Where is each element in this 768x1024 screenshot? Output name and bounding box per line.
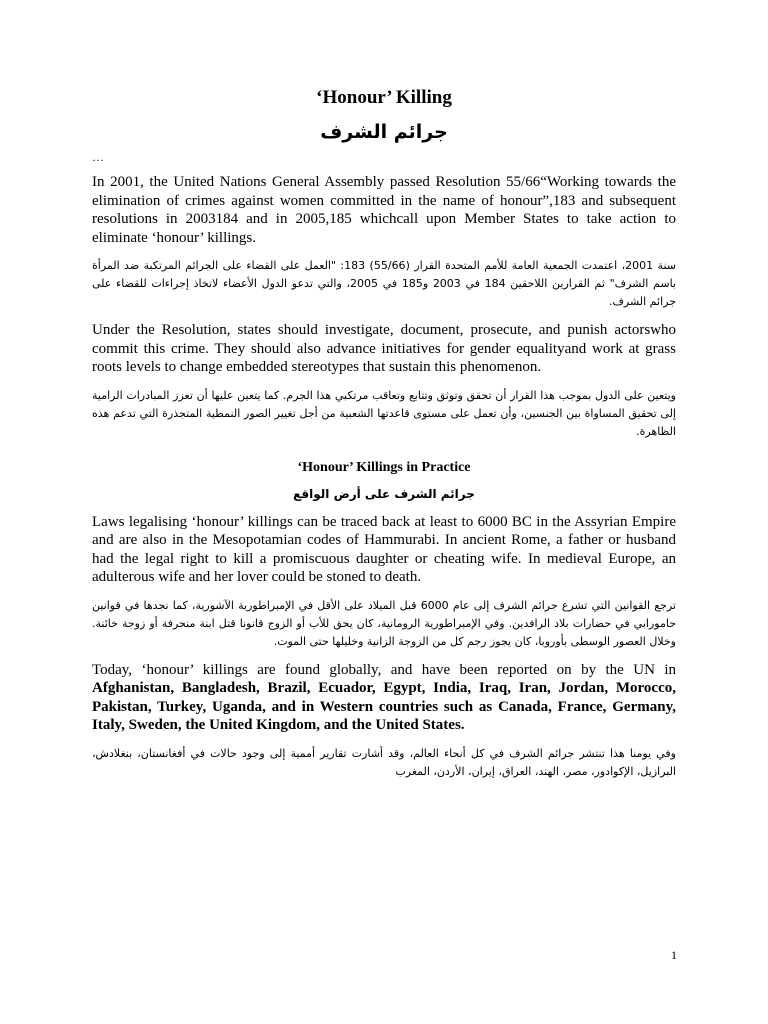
paragraph-resolution: In 2001, the United Nations General Assembly passed Resolution 55/66“Working towards the elimination of crimes against women committed in the name of honour”,183 and subsequent resolutions in 2003184 and in 2005,185 whichcall upon Member States to take action to eliminate ‘honour’ killings.: [92, 174, 676, 246]
paragraph-today: [92, 661, 676, 735]
paragraph-state-obligations-arabic: ويتعين على الدول بموجب هذا القرار أن تحقق وتوثق وتتابع وتعاقب مرتكبي هذا الجرم. كما يتعين عليها أن تعزز المبادرات الرامية إلى تحقيق المساواة بين الجنسين، وأن تعمل على مستوى قاعدتها الشعبية من أجل تغيير الصور النمطية المتجذرة التي تدعم هذه الظاهرة.: [92, 388, 676, 438]
paragraph-history: Laws legalising ‘honour’ killings can be traced back at least to 6000 BC in the Assyrian Empire and are also in the Mesopotamian codes of Hammurabi. In ancient Rome, a father or husband had the legal right to kill a promiscuous daughter or cheating wife. In medieval Europe, an adulterous wife and her lover could be stoned to death.: [92, 513, 676, 585]
document-title-arabic: جرائم الشرف: [320, 121, 448, 143]
paragraph-resolution-arabic: سنة 2001، اعتمدت الجمعية العامة للأمم المتحدة القرار (55/66) 183: "العمل على القضاء على الجرائم المرتكبة ضد المرأة باسم الشرف" ثم القرارين اللاحقين 184 في 2003 و185 في 2005، والتي تدعو الدول الأعضاء لاتخاذ إجراءات للقضاء على جرائم الشرف.: [92, 259, 676, 308]
section-heading-arabic: جرائم الشرف على أرض الواقع: [293, 486, 475, 501]
paragraph-state-obligations: Under the Resolution, states should investigate, document, prosecute, and punish actorswho commit this crime. They should also advance initiatives for gender equalityand work at grass roots levels to change embedded stereotypes that sustain this phenomenon.: [92, 322, 676, 375]
document-title: ‘Honour’ Killing: [316, 87, 452, 108]
country-list: Afghanistan, Bangladesh, Brazil, Ecuador, Egypt, India, Iraq, Iran, Jordan, Morocco, Pakistan, Turkey, Uganda, and in Western countries such as Canada, France, Germany, Italy, Sweden, the United Kingdom, and the United States.: [92, 680, 676, 733]
paragraph-today-arabic: وفي يومنا هذا تنتشر جرائم الشرف في كل أنحاء العالم، وقد أشارت تقارير أممية إلى وجود حالات في أفغانستان، بنغلادش، البرازيل، الإكوادور، مصر، الهند، العراق، إيران، الأردن، المغرب: [92, 746, 676, 778]
paragraph-today-lead: Today, ‘honour’ killings are found globally, and have been reported on by the UN in: [92, 661, 676, 678]
ellipsis-marker: …: [92, 150, 104, 164]
paragraph-history-arabic: ترجع القوانين التي تشرع جرائم الشرف إلى عام 6000 قبل الميلاد على الأقل في الإمبراطورية الآشورية، كما نجدها في قوانين حامورابي في حضارات بلاد الرافدين. وفي الإمبراطورية الرومانية، كان يحق للأب أو الزوج قانونا قتل ابنة منحرفة أو زوجة خائنة. وخلال العصور الوسطى بأوروبا، كان يجوز رجم كل من الزوجة الزانية وخليلها حتى الموت.: [92, 598, 676, 648]
page-number: 1: [671, 948, 677, 962]
section-heading: ‘Honour’ Killings in Practice: [297, 459, 471, 475]
